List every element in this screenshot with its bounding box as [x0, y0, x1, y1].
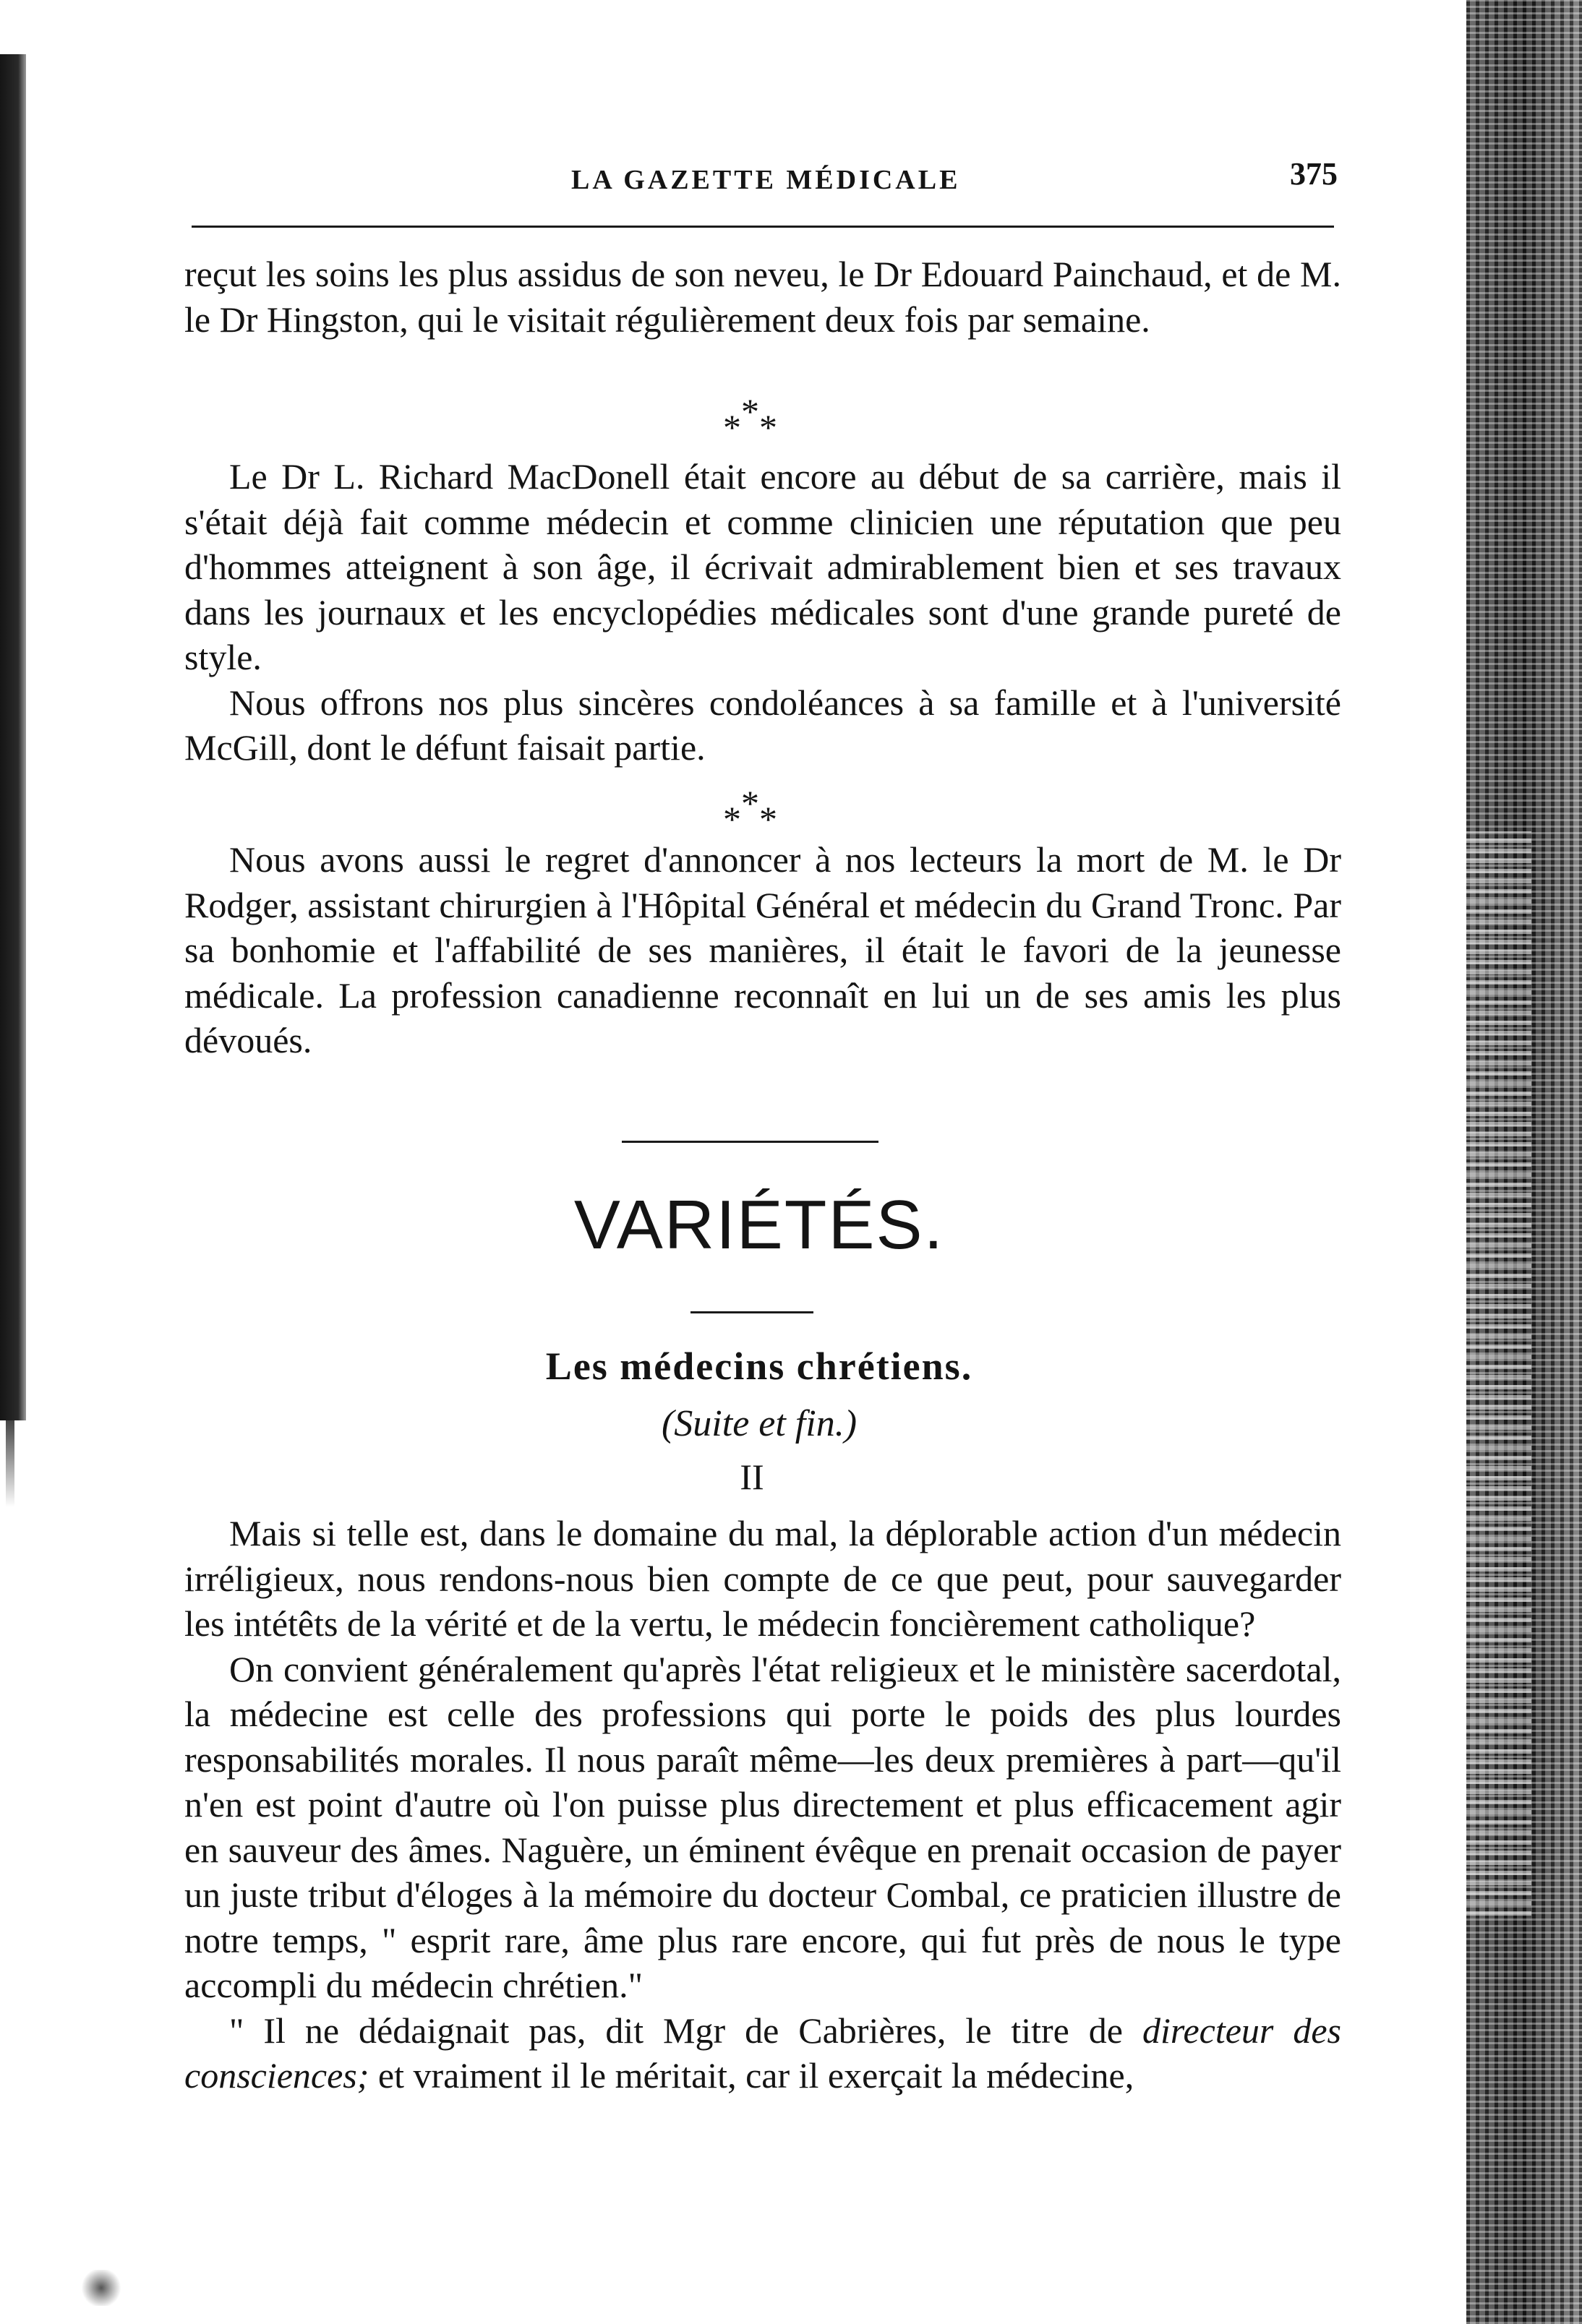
article-subtitle: (Suite et fin.)	[661, 1403, 858, 1444]
asterism-star: *	[741, 391, 759, 432]
obituary-paragraph-3: Nous offrons nos plus sincères condoléances à sa famille et à l'université McGill, dont le défunt faisait partie.	[184, 682, 1341, 768]
article-paragraph-1: Mais si telle est, dans le domaine du mal, la déplorable action d'un médecin irréligieux, nous rendons-nous bien compte de ce que peut, pour sauvegarder les intétêts de la vérité et de la vertu, le médecin foncièrement catholique?	[184, 1513, 1341, 1644]
page-header	[557, 155, 1338, 199]
obituary-paragraph-1: reçut les soins les plus assidus de son neveu, le Dr Edouard Painchaud, et de M. le Dr Hingston, qui le visitait régulièrement deux fois par semaine.	[184, 254, 1341, 340]
obituary-paragraph-2-block	[184, 454, 1341, 771]
obituary-paragraph-4: Nous avons aussi le regret d'annoncer à nos lecteurs la mort de M. le Dr Rodger, assistant chirurgien à l'Hôpital Général et médecin du Grand Tronc. Par sa bonhomie et l'affabilité de ses manières, il était le favori de la jeunesse médicale. La profession canadienne reconnaît en lui un de ses amis les plus dévoués.	[184, 839, 1341, 1060]
obituary-paragraph-2: Le Dr L. Richard MacDonell était encore au début de sa carrière, mais il s'était déjà fait comme médecin et comme clinicien une réputation que peu d'hommes atteignent à son âge, il écrivait admirablement bien et ses travaux dans les journaux et les encyclopédies médicales sont d'une grande pureté de style.	[184, 456, 1341, 677]
article-paragraph-3-end: et vraiment il le méritait, car il exerçait la médecine,	[369, 2055, 1134, 2096]
section-divider	[622, 1141, 878, 1143]
scan-page-edge-highlight	[1466, 831, 1531, 1916]
asterism-star: *	[759, 799, 777, 839]
asterism-1	[723, 390, 810, 447]
article-paragraph-3	[184, 2008, 1341, 2098]
article-paragraph-3-start: " Il ne dédaignait pas, dit Mgr de Cabrières, le titre de	[229, 2010, 1142, 2051]
article-body	[184, 1511, 1341, 2098]
article-part-number: II	[740, 1457, 764, 1497]
scan-smudge	[80, 2270, 123, 2306]
scan-binding-shadow	[0, 54, 26, 1420]
asterism-star: *	[723, 407, 741, 447]
article-paragraph-3-italic: directeur des consciences;	[184, 2010, 1341, 2096]
asterism-star: *	[723, 799, 741, 839]
page-number: 375	[1290, 156, 1338, 192]
article-title: Les médecins chrétiens.	[545, 1345, 973, 1388]
asterism-star: *	[741, 783, 759, 823]
obituary-paragraph-1-block	[184, 252, 1341, 342]
header-rule	[192, 226, 1334, 228]
running-title: LA GAZETTE MÉDICALE	[571, 165, 961, 195]
obituary-paragraph-4-block	[184, 837, 1341, 1063]
section-title: VARIÉTÉS.	[573, 1186, 945, 1264]
article-paragraph-2: On convient généralement qu'après l'état religieux et le ministère sacerdotal, la médecine est celle des professions qui porte le poids des plus lourdes responsabilités morales. Il nous paraît même—les deux premières à part—qu'il n'en est point d'autre où l'on puisse plus directement et plus efficacement agir en sauveur des âmes. Naguère, un éminent évêque en prenait occasion de payer un juste tribut d'éloges à la mémoire du docteur Combal, ce praticien illustre de notre temps, " esprit rare, âme plus rare encore, qui fut près de nous le type accompli du médecin chrétien."	[184, 1648, 1341, 2005]
asterism-star: *	[759, 407, 777, 447]
section-title-rule	[690, 1311, 813, 1313]
asterism-2	[723, 782, 810, 839]
scan-binding-shadow-tail	[6, 1420, 14, 1507]
